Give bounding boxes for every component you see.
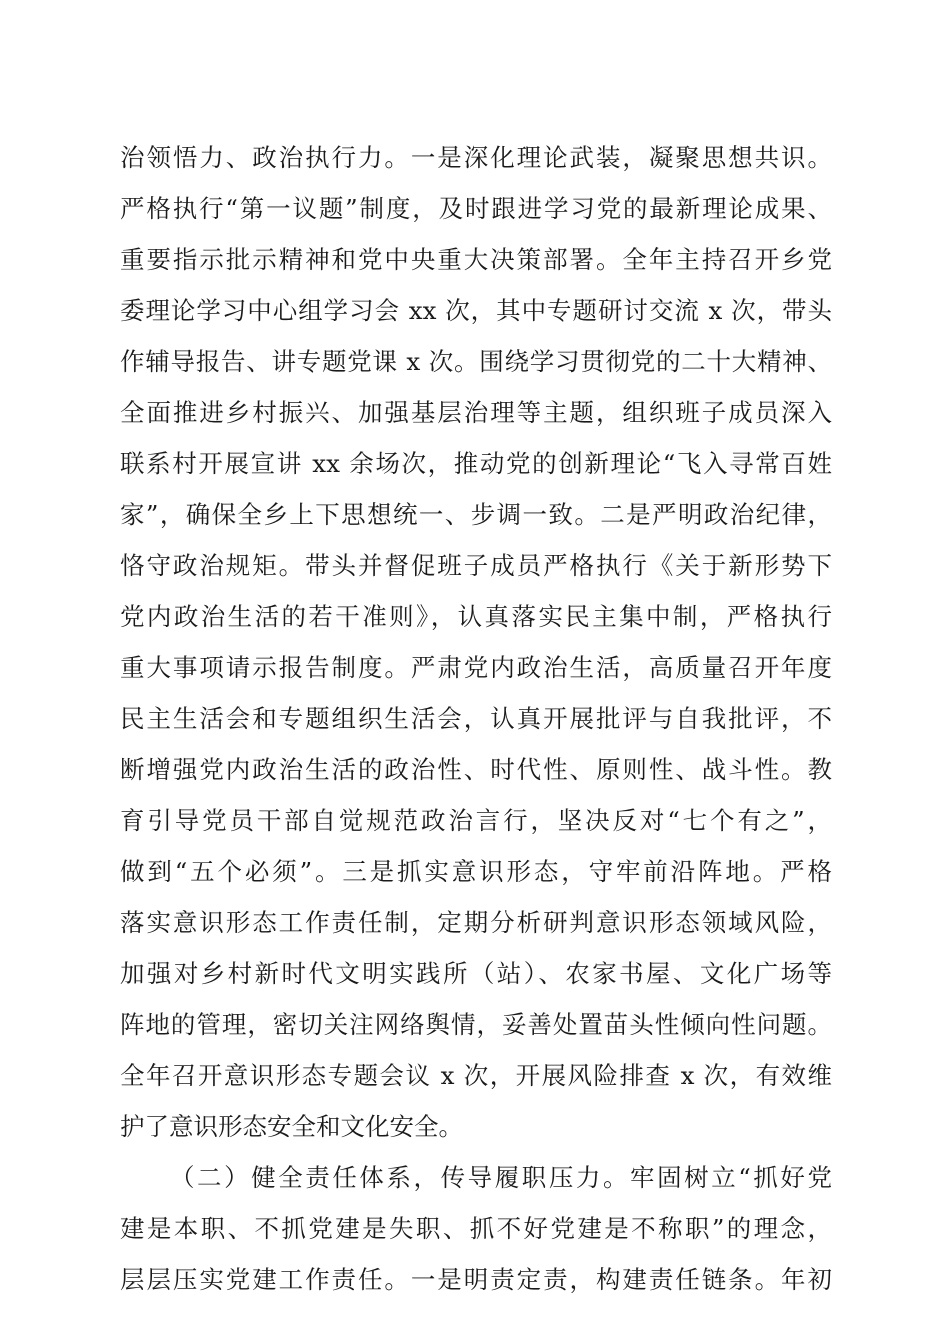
paragraph-line: 做到“五个必须”。三是抓实意识形态，守牢前沿阵地。严格 bbox=[120, 857, 832, 886]
paragraph-line: 育引导党员干部自觉规范政治言行，坚决反对“七个有之”， bbox=[120, 806, 832, 835]
paragraph-line: 层层压实党建工作责任。一是明责定责，构建责任链条。年初 bbox=[120, 1265, 832, 1294]
paragraph-line: 恪守政治规矩。带头并督促班子成员严格执行《关于新形势下 bbox=[120, 551, 832, 580]
paragraph-line: 作辅导报告、讲专题党课 x 次。围绕学习贯彻党的二十大精神、 bbox=[120, 347, 832, 376]
paragraph-line: 阵地的管理，密切关注网络舆情，妥善处置苗头性倾向性问题。 bbox=[120, 1010, 832, 1039]
paragraph-line: 家”，确保全乡上下思想统一、步调一致。二是严明政治纪律， bbox=[120, 500, 832, 529]
paragraph-line: 建是本职、不抓党建是失职、抓不好党建是不称职”的理念， bbox=[120, 1214, 832, 1243]
paragraph-line: 严格执行“第一议题”制度，及时跟进学习党的最新理论成果、 bbox=[120, 194, 832, 223]
paragraph-line: 落实意识形态工作责任制，定期分析研判意识形态领域风险， bbox=[120, 908, 832, 937]
paragraph-line: 联系村开展宣讲 xx 余场次，推动党的创新理论“飞入寻常百姓 bbox=[120, 449, 832, 478]
paragraph-line: 护了意识形态安全和文化安全。 bbox=[120, 1112, 463, 1141]
paragraph-line: 断增强党内政治生活的政治性、时代性、原则性、战斗性。教 bbox=[120, 755, 832, 784]
paragraph-line: 治领悟力、政治执行力。一是深化理论武装，凝聚思想共识。 bbox=[120, 143, 832, 172]
paragraph-line: 委理论学习中心组学习会 xx 次，其中专题研讨交流 x 次，带头 bbox=[120, 296, 832, 325]
paragraph-line: 重要指示批示精神和党中央重大决策部署。全年主持召开乡党 bbox=[120, 245, 832, 274]
paragraph-line: 全年召开意识形态专题会议 x 次，开展风险排查 x 次，有效维 bbox=[120, 1061, 832, 1090]
paragraph-line: 民主生活会和专题组织生活会，认真开展批评与自我批评，不 bbox=[120, 704, 832, 733]
paragraph-line: 加强对乡村新时代文明实践所（站）、农家书屋、文化广场等 bbox=[120, 959, 832, 988]
paragraph-line: 重大事项请示报告制度。严肃党内政治生活，高质量召开年度 bbox=[120, 653, 832, 682]
paragraph-line: 全面推进乡村振兴、加强基层治理等主题，组织班子成员深入 bbox=[120, 398, 832, 427]
paragraph-line: 党内政治生活的若干准则》，认真落实民主集中制，严格执行 bbox=[120, 602, 832, 631]
section-heading-line: （二）健全责任体系，传导履职压力。牢固树立“抓好党 bbox=[170, 1163, 832, 1192]
